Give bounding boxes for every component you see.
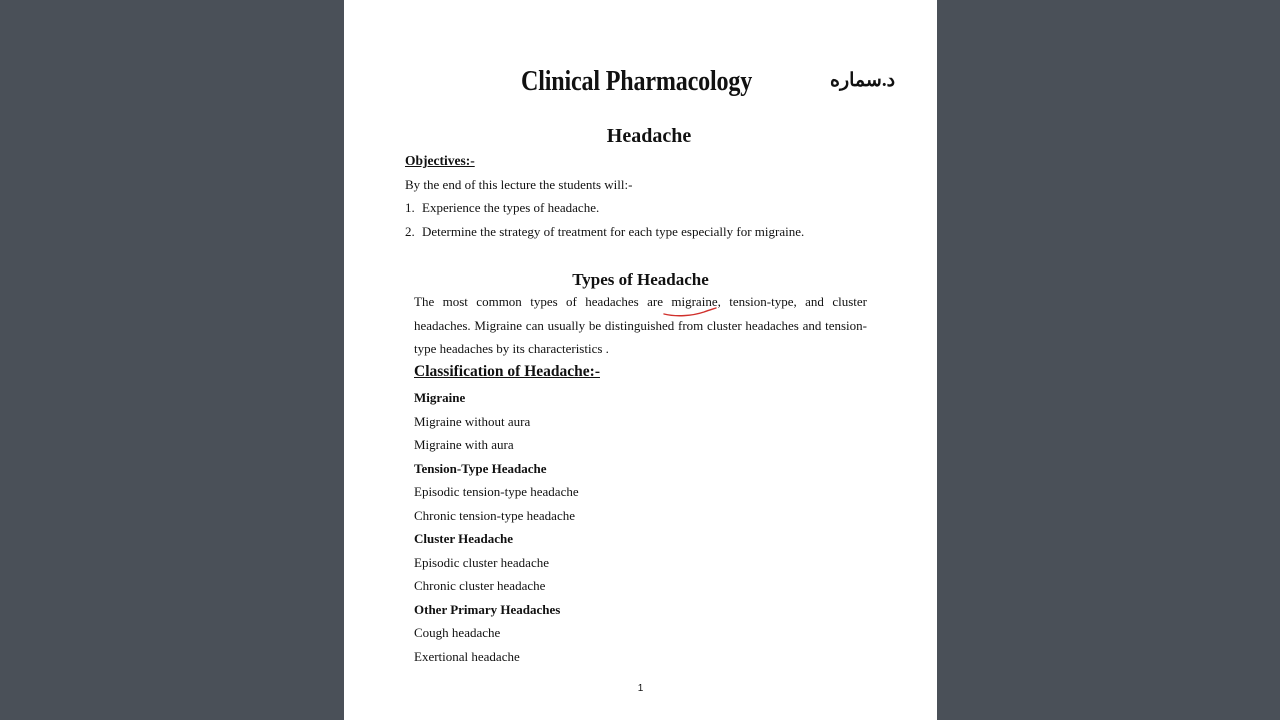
category-migraine: Migraine [414,390,466,405]
classification-list [414,386,579,668]
document-title: Clinical Pharmacology [521,66,753,97]
objective-text: Determine the strategy of treatment for each type especially for migraine. [422,224,805,239]
document-page [344,0,937,720]
objective-text: Experience the types of headache. [422,200,600,215]
list-item: Migraine with aura [414,437,514,452]
list-item: Episodic cluster headache [414,554,549,570]
objectives-label: Objectives:- [405,153,475,168]
handwritten-underline-annotation [662,306,718,318]
objective-item [405,200,599,216]
list-item: Exertional headache [414,648,520,664]
objective-number: 2. [405,224,415,239]
types-heading: Types of Headache [572,270,709,289]
lecture-heading: Headache [606,125,692,147]
author-tag: د.سماره [830,70,896,91]
classification-heading: Classification of Headache:- [414,363,600,380]
category-cluster: Cluster Headache [414,531,514,546]
objective-item [405,224,804,240]
list-item: Migraine without aura [414,413,531,429]
types-paragraph-text: The most common types of headaches are migraine, tension-type, and cluster headaches. Migraine can usually be distinguished from cluster headaches and tension-type headaches by its characteristics . [414,294,867,356]
list-item: Episodic tension-type headache [414,484,579,499]
category-tension-type: Tension-Type Headache [414,460,547,476]
list-item: Chronic tension-type headache [414,507,575,523]
objective-number: 1. [405,200,415,215]
list-item: Chronic cluster headache [414,578,546,593]
page-number: 1 [637,683,644,694]
list-item: Cough headache [414,625,501,640]
types-paragraph [414,290,867,361]
intro-line: By the end of this lecture the students will:- [405,177,633,192]
category-other-primary: Other Primary Headaches [414,601,561,617]
